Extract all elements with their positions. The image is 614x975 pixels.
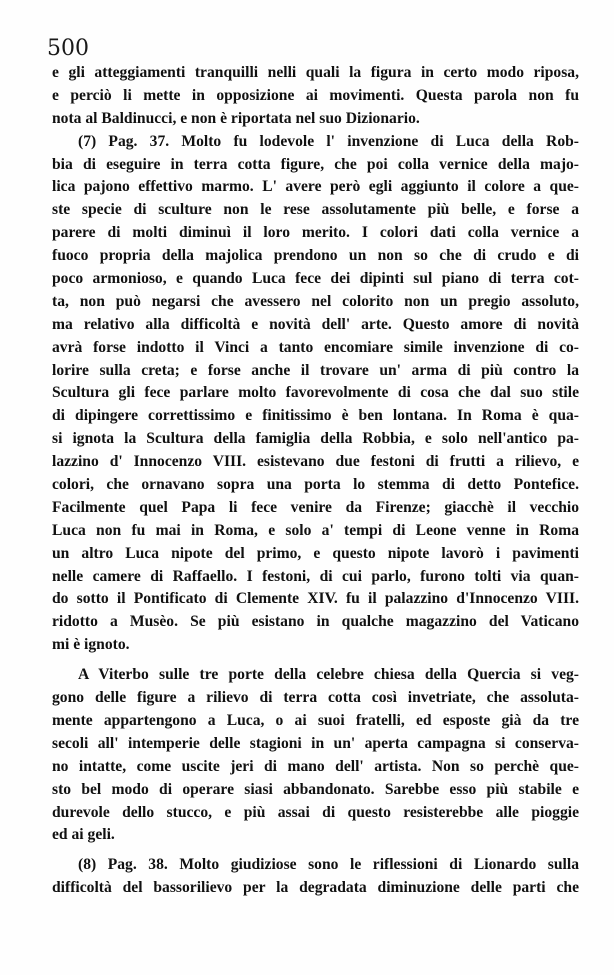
- text-line: Facilmente quel Papa li fece venire da Firenze; giacchè il vecchio: [52, 498, 579, 516]
- text-line: durevole dello stucco, e più assai di questo resisterebbe alle pioggie: [52, 803, 579, 821]
- text-line: mi è ignoto.: [52, 636, 130, 654]
- text-line: lorire sulla creta; e forse anche il trovare un' arma di più contro la: [52, 361, 579, 379]
- text-line: mente appartengono a Luca, o ai suoi fratelli, ed esposte già da tre: [52, 711, 579, 729]
- text-line: e gli atteggiamenti tranquilli nelli quali la figura in certo modo riposa,: [52, 64, 579, 81]
- paragraph-p3: [52, 854, 579, 900]
- text-line: (8) Pag. 38. Molto giudiziose sono le riflessioni di Lionardo sulla: [78, 856, 579, 874]
- text-line: nelle camere di Raffaello. I festoni, di cui parlo, furono tolti via quan-: [52, 567, 579, 585]
- text-line: nota al Baldinucci, e non è riportata nel suo Dizionario.: [52, 109, 420, 127]
- text-line: avrà forse indotto il Vinci a tanto encomiare simile invenzione di co-: [52, 338, 579, 356]
- text-line: lica pajono effettivo marmo. L' avere però egli aggiunto il colore a que-: [52, 178, 579, 196]
- text-line: Scultura gli fece parlare molto favorevolmente di cosa che dal suo stile: [52, 384, 579, 402]
- text-line: no intatte, come uscite jeri di mano dell' artista. Non so perchè que-: [52, 757, 579, 775]
- paragraph-gap: [52, 847, 579, 854]
- paragraph-p0: [52, 62, 579, 131]
- text-line: poco armonioso, e quando Luca fece dei dipinti sul piano di terra cot-: [52, 270, 579, 288]
- text-line: bia di eseguire in terra cotta figure, che poi colla vernice della majo-: [52, 155, 579, 173]
- text-line: A Viterbo sulle tre porte della celebre chiesa della Quercia si veg-: [78, 666, 579, 684]
- text-line: colori, che ornavano sopra una porta lo stemma di detto Pontefice.: [52, 476, 579, 494]
- page-text: [52, 62, 579, 900]
- text-line: do sotto il Pontificato di Clemente XIV. fu il palazzino d'Innocenzo VIII.: [52, 590, 579, 608]
- text-line: (7) Pag. 37. Molto fu lodevole l' invenzione di Luca della Rob-: [78, 132, 579, 150]
- text-line: ma relativo alla difficoltà e novità dell' arte. Questo amore di novità: [52, 315, 579, 333]
- text-line: gono delle figure a rilievo di terra cotta così invetriate, che assoluta-: [52, 689, 579, 707]
- text-line: di dipingere correttissimo e finitissimo è ben lontana. In Roma è qua-: [52, 407, 579, 425]
- paragraph-gap: [52, 657, 579, 664]
- text-line: ridotto a Musèo. Se più esistano in qualche magazzino del Vaticano: [52, 613, 579, 631]
- text-line: si ignota la Scultura della famiglia della Robbia, e solo nell'antico pa-: [52, 430, 579, 448]
- text-line: ta, non può negarsi che avessero nel colorito non un pregio assoluto,: [52, 292, 579, 310]
- text-line: Luca non fu mai in Roma, e solo a' tempi di Leone venne in Roma: [52, 521, 579, 539]
- page-number: 500: [47, 36, 89, 61]
- text-line: lazzino d' Innocenzo VIII. esistevano due festoni di frutti a rilievo, e: [52, 453, 579, 471]
- text-line: fuoco propria della majolica prendono un non so che di crudo e di: [52, 247, 579, 265]
- text-line: un altro Luca nipote del primo, e questo nipote lavorò i pavimenti: [52, 544, 579, 562]
- paragraph-p1: [52, 131, 579, 657]
- text-line: secoli all' intemperie delle stagioni in un' aperta campagna si conserva-: [52, 734, 579, 752]
- paragraph-p2: [52, 664, 579, 847]
- text-line: ste specie di sculture non le rese assolutamente più belle, e forse a: [52, 201, 579, 219]
- text-line: e perciò li mette in opposizione ai movimenti. Questa parola non fu: [52, 86, 579, 104]
- text-line: sto bel modo di operare siasi abbandonato. Sarebbe esso più stabile e: [52, 780, 579, 798]
- text-line: parere di molti diminuì il loro merito. I colori dati colla vernice a: [52, 224, 579, 242]
- text-line: difficoltà del bassorilievo per la degradata diminuzione delle parti che: [52, 879, 579, 897]
- text-line: ed ai geli.: [52, 826, 115, 844]
